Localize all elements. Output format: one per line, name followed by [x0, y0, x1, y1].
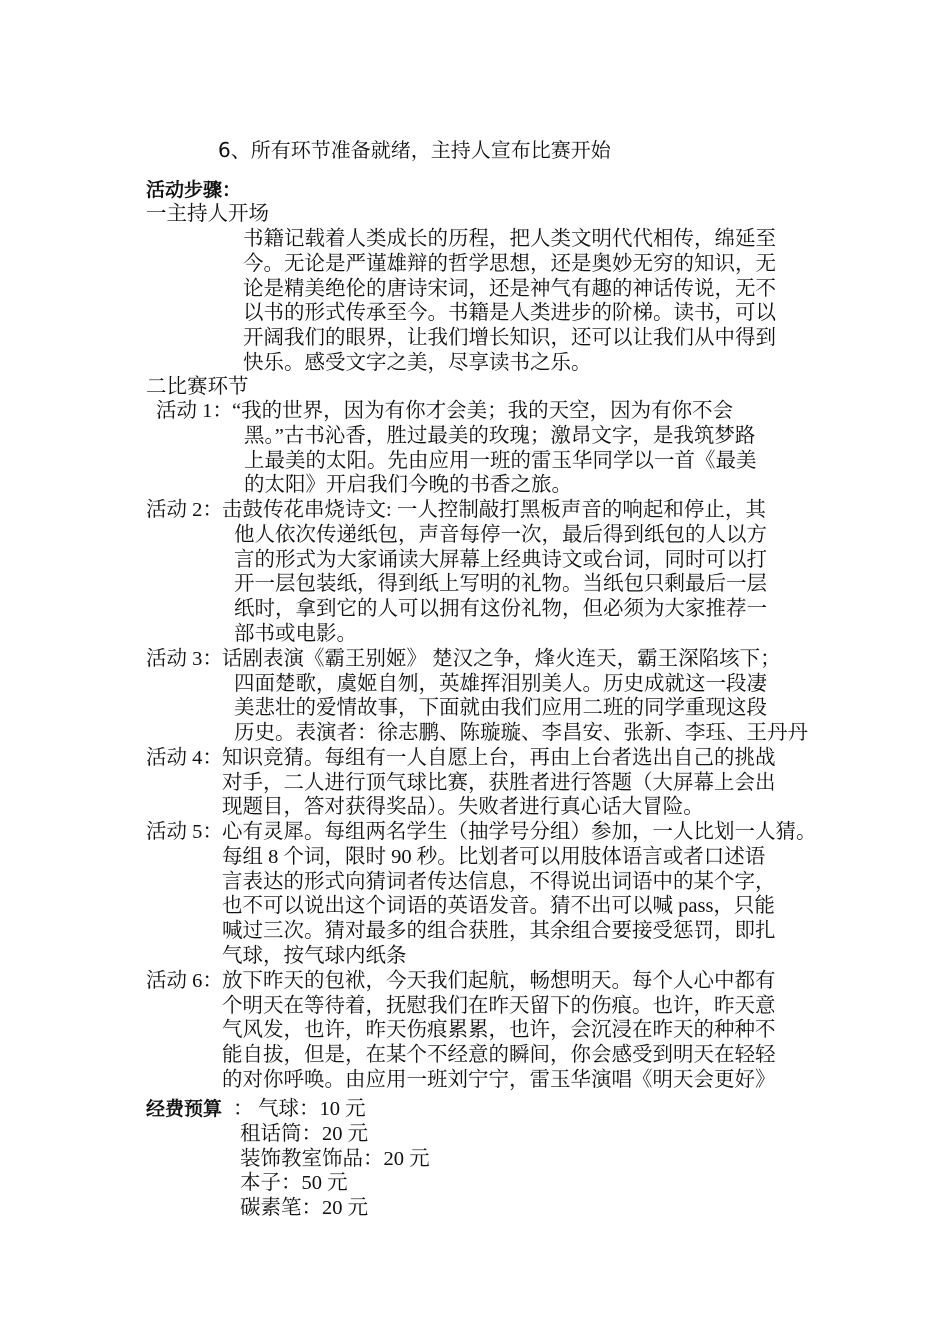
activity-1-line: “我的世界，因为有你才会美；我的天空，因为有你不会	[232, 400, 734, 422]
activity-3-line: 美悲壮的爱情故事，下面就由我们应用二班的同学重现这段	[234, 697, 767, 719]
budget-item: 本子：50 元	[240, 1172, 348, 1194]
activity-5-label: 活动 5：	[146, 821, 223, 843]
part1-line: 今。无论是严谨雄辩的哲学思想，还是奥妙无穷的知识，无	[243, 253, 776, 275]
activity-6-line: 放下昨天的包袱，今天我们起航，畅想明天。每个人心中都有	[222, 970, 776, 992]
activity-4-line: 现题目，答对获得奖品）。失败者进行真心话大冒险。	[222, 796, 704, 818]
activity-5-line: 言表达的形式向猜词者传达信息，不得说出词语中的某个字，	[222, 871, 776, 893]
activity-3-line: 话剧表演《霸王别姬》 楚汉之争，烽火连天，霸王深陷垓下；	[222, 648, 781, 670]
budget-item: 租话筒：20 元	[240, 1123, 369, 1145]
activity-4-line: 对手，二人进行顶气球比赛，获胜者进行答题（大屏幕上会出	[222, 772, 776, 794]
steps-heading: 活动步骤：	[146, 179, 242, 201]
activity-2-line: 纸时，拿到它的人可以拥有这份礼物，但必须为大家推荐一	[234, 598, 767, 620]
part1-title: 一主持人开场	[146, 203, 269, 225]
activity-1-line: 黑。”古书沁香，胜过最美的玫瑰；激昂文字，是我筑梦路	[244, 425, 756, 447]
part1-line: 以书的形式传承至今。书籍是人类进步的阶梯。读书，可以	[243, 302, 776, 324]
activity-2-line: 他人依次传递纸包，声音每停一次，最后得到纸包的人以方	[234, 524, 767, 546]
activity-1-label: 活动 1：	[156, 400, 233, 422]
budget-heading: 经费预算	[146, 1098, 223, 1120]
activity-4-line: 知识竞猜。每组有一人自愿上台，再由上台者选出自己的挑战	[222, 747, 776, 769]
activity-6-line: 气风发，也许，昨天伤痕累累，也许，会沉浸在昨天的种种不	[222, 1019, 776, 1041]
budget-item: 碳素笔：20 元	[240, 1197, 369, 1219]
activity-6-label: 活动 6：	[146, 970, 223, 992]
budget-item: 装饰教室饰品：20 元	[240, 1148, 430, 1170]
part1-line: 开阔我们的眼界，让我们增长知识，还可以让我们从中得到	[243, 327, 776, 349]
activity-3-line: 四面楚歌，虞姬自刎，英雄挥泪别美人。历史成就这一段凄	[234, 673, 767, 695]
activity-5-line: 气球，按气球内纸条	[222, 945, 407, 967]
activity-2-line: 言的形式为大家诵读大屏幕上经典诗文或台词，同时可以打	[234, 549, 767, 571]
activity-1-line: 的太阳》开启我们今晚的书香之旅。	[244, 474, 572, 496]
part1-line: 书籍记载着人类成长的历程，把人类文明代代相传，绵延至	[243, 228, 776, 250]
activity-2-line: 击鼓传花串烧诗文: 一人控制敲打黑板声音的响起和停止，其	[222, 499, 766, 521]
step-6-text: 6、所有环节准备就绪，主持人宣布比赛开始	[218, 138, 611, 162]
activity-5-line: 心有灵犀。每组两名学生（抽学号分组）参加，一人比划一人猜。	[222, 821, 817, 843]
activity-2-line: 部书或电影。	[234, 623, 357, 645]
activity-3-label: 活动 3：	[146, 648, 223, 670]
budget-item: 气球：10 元	[258, 1098, 366, 1120]
activity-1-line: 上最美的太阳。先由应用一班的雷玉华同学以一首《最美	[244, 450, 757, 472]
part1-line: 论是精美绝伦的唐诗宋词，还是神气有趣的神话传说，无不	[243, 278, 776, 300]
part1-line: 快乐。感受文字之美，尽享读书之乐。	[243, 352, 592, 374]
activity-5-line: 每组 8 个词，限时 90 秒。比划者可以用肢体语言或者口述语	[222, 846, 766, 868]
activity-6-line: 的对你呼唤。由应用一班刘宁宁，雷玉华演唱《明天会更好》	[222, 1069, 776, 1091]
activity-5-line: 喊过三次。猜对最多的组合获胜，其余组合要接受惩罚，即扎	[222, 920, 776, 942]
activity-6-line: 个明天在等待着，抚慰我们在昨天留下的伤痕。也许，昨天意	[222, 995, 776, 1017]
activity-4-label: 活动 4：	[146, 747, 223, 769]
activity-5-line: 也不可以说出这个词语的英语发音。猜不出可以喊 pass，只能	[222, 895, 775, 917]
part2-title: 二比赛环节	[146, 376, 249, 398]
activity-6-line: 能自拔，但是，在某个不经意的瞬间，你会感受到明天在轻轻	[222, 1044, 776, 1066]
activity-2-line: 开一层包装纸，得到纸上写明的礼物。当纸包只剩最后一层	[234, 573, 767, 595]
activity-2-label: 活动 2：	[146, 499, 223, 521]
budget-colon: ：	[233, 1098, 254, 1120]
activity-3-line: 历史。表演者：徐志鹏、陈璇璇、李昌安、张新、李珏、王丹丹	[234, 722, 808, 744]
